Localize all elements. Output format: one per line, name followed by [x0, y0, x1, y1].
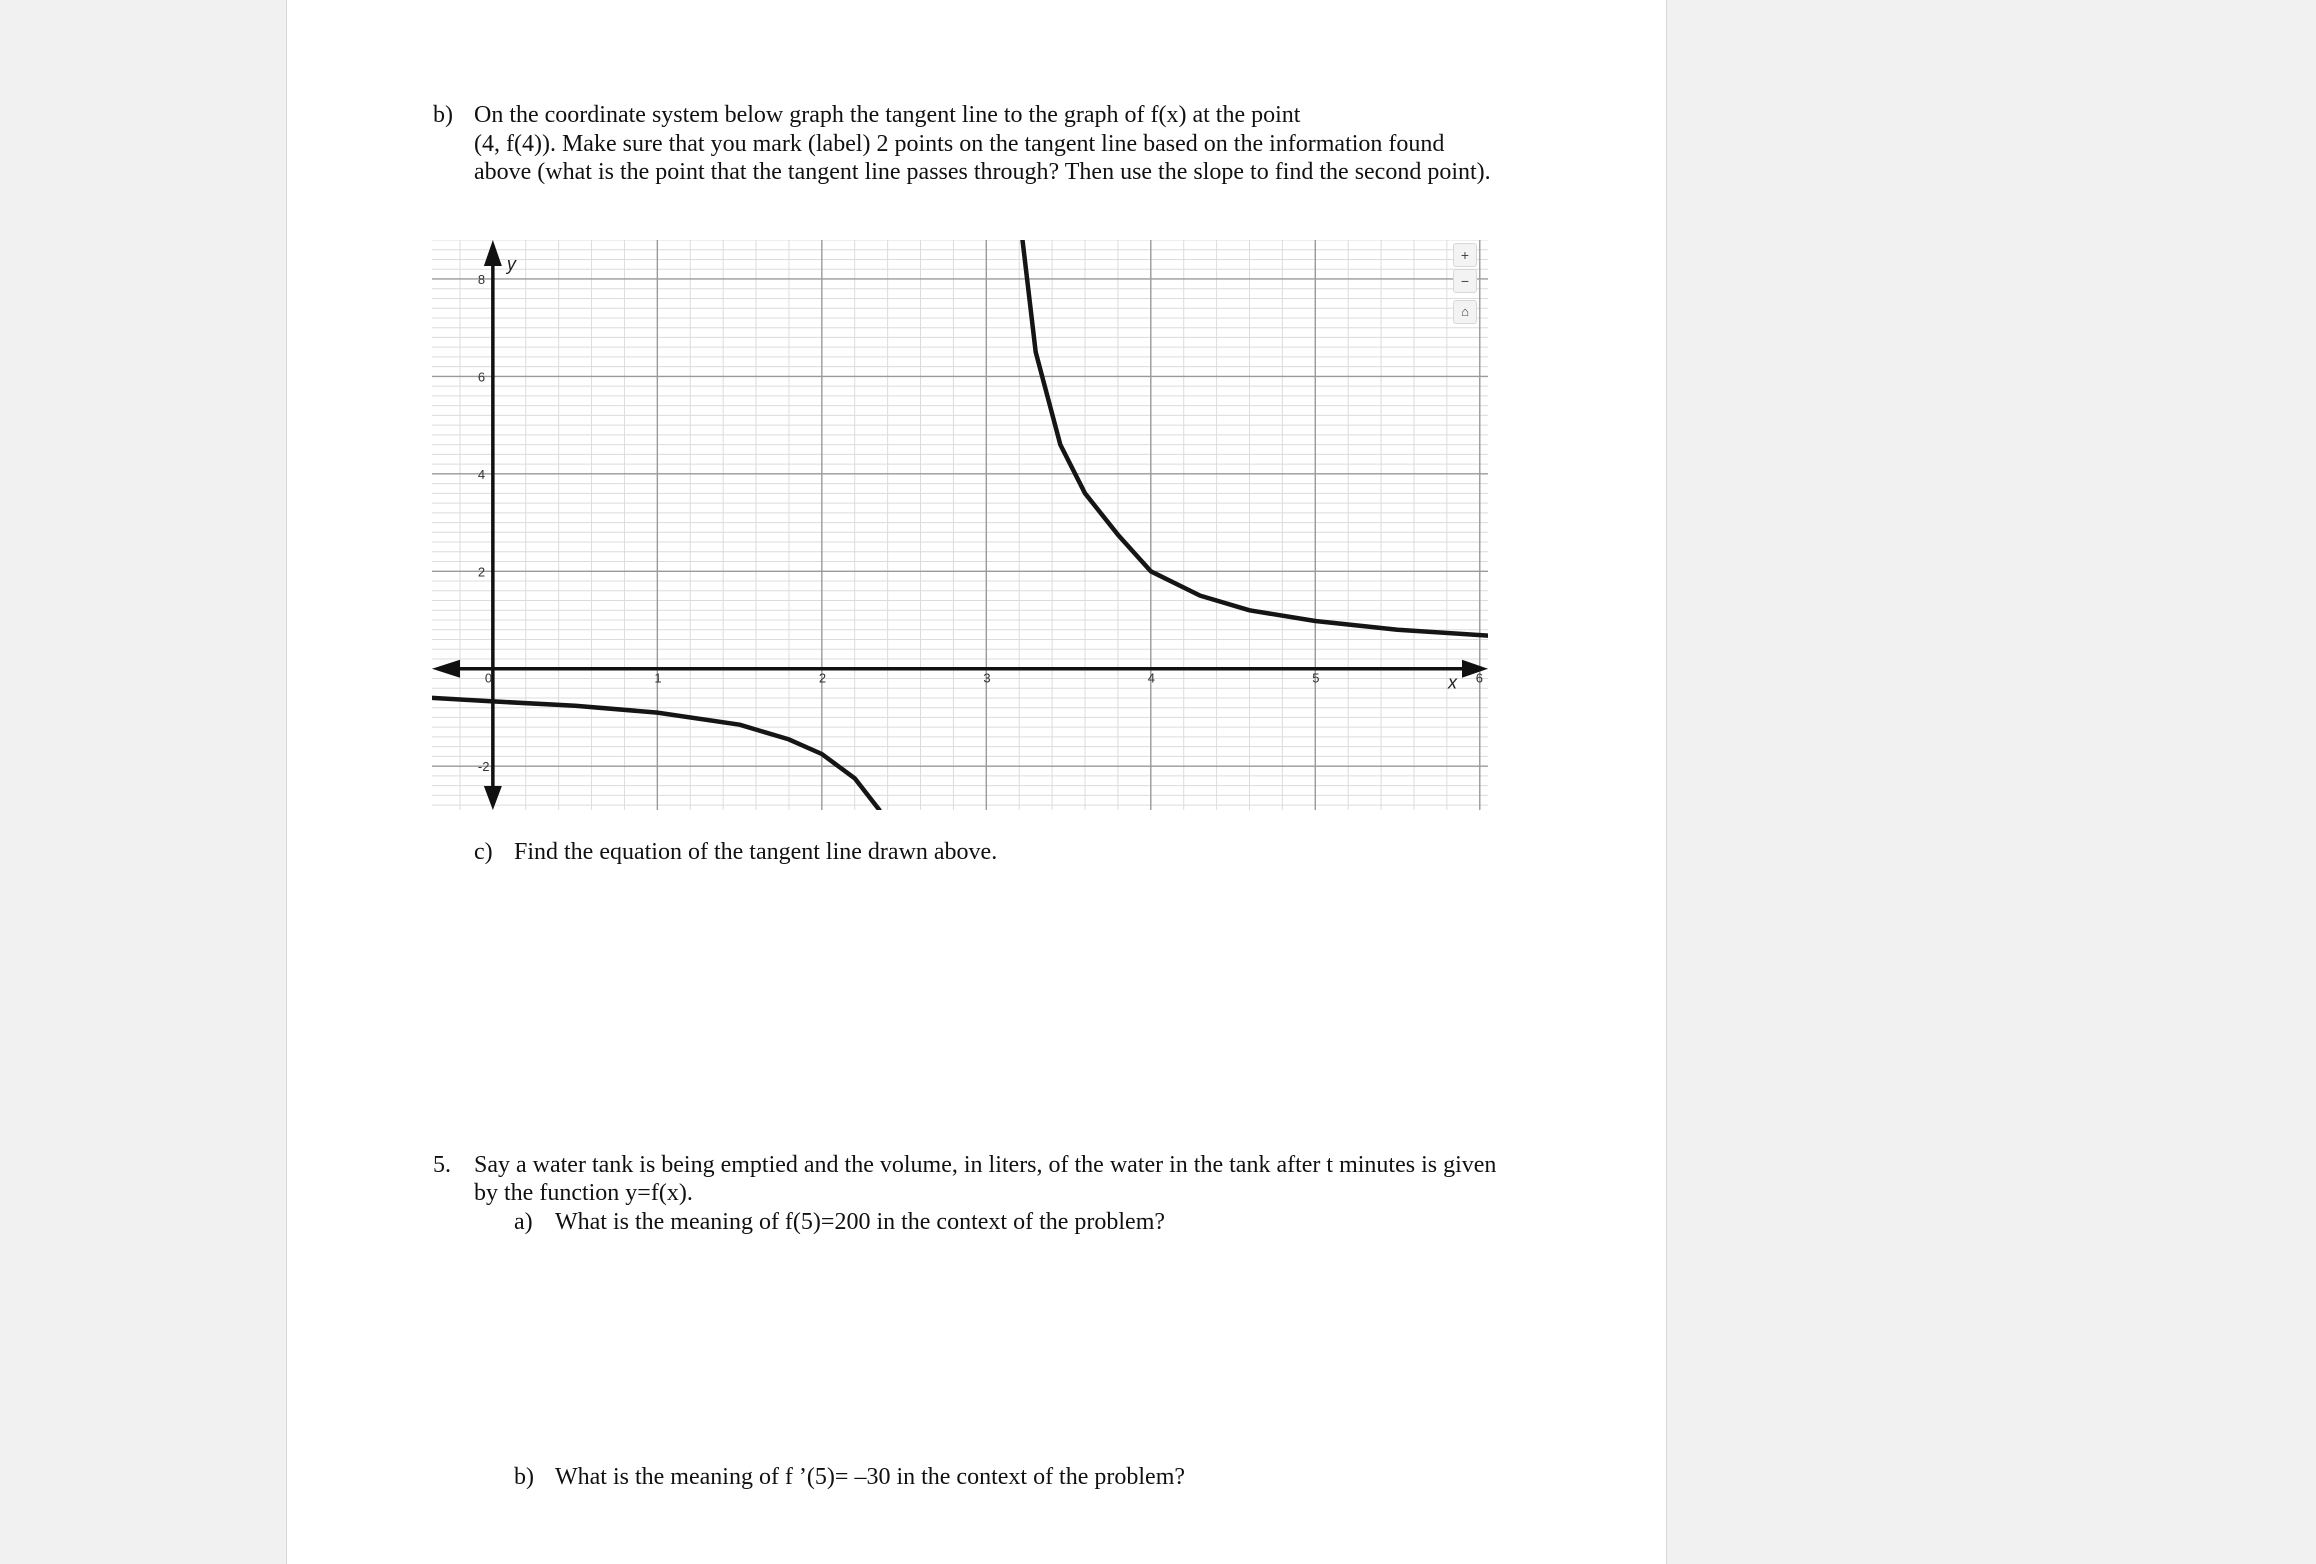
question-5b-label: b): [514, 1464, 534, 1490]
graph-svg[interactable]: [432, 240, 1488, 810]
question-5-line-1: Say a water tank is being emptied and the volume, in liters, of the water in the tank after t minutes is given: [474, 1152, 1497, 1178]
x-tick-label: 0: [484, 670, 493, 686]
y-tick-label: -2: [477, 759, 490, 775]
axes: [432, 240, 1488, 810]
part-b-label: b): [433, 102, 453, 128]
x-axis-label: x: [1448, 672, 1457, 693]
x-tick-label: 2: [818, 670, 827, 686]
part-c-text: Find the equation of the tangent line drawn above.: [514, 839, 998, 865]
y-tick-label: 6: [477, 369, 486, 385]
y-axis-label: y: [506, 254, 516, 274]
home-icon[interactable]: ⌂: [1453, 300, 1477, 324]
question-5a-text: What is the meaning of f(5)=200 in the context of the problem?: [555, 1209, 1166, 1235]
y-tick-label: 4: [477, 466, 486, 482]
part-b-line-2: (4, f(4)). Make sure that you mark (label) 2 points on the tangent line based on the information found: [474, 131, 1445, 157]
zoom-in-button[interactable]: +: [1453, 243, 1477, 267]
y-tick-label: 2: [477, 564, 486, 580]
x-tick-label: 1: [654, 670, 662, 686]
major-grid: [432, 240, 1488, 810]
question-5a-label: a): [514, 1209, 533, 1235]
minor-grid: [432, 240, 1488, 810]
part-b-line-3: above (what is the point that the tangent line passes through? Then use the slope to find the second point).: [474, 159, 1491, 185]
x-axis-arrow-left: [432, 660, 460, 678]
x-tick-label: 6: [1475, 670, 1484, 686]
curve-right-branch: [1023, 240, 1489, 636]
zoom-out-button[interactable]: −: [1453, 269, 1477, 293]
question-5-line-2: by the function y=f(x).: [474, 1180, 693, 1206]
coordinate-graph[interactable]: [432, 240, 1488, 815]
y-axis-arrow-down: [484, 786, 502, 810]
y-axis-arrow-up: [484, 240, 502, 266]
question-5-label: 5.: [433, 1152, 451, 1178]
tick-labels: [478, 254, 1483, 774]
function-curves: [432, 240, 1488, 810]
part-b-line-1: On the coordinate system below graph the tangent line to the graph of f(x) at the point: [474, 102, 1301, 128]
x-tick-label: 3: [983, 670, 991, 686]
y-tick-label: 8: [477, 271, 486, 287]
question-5b-text: What is the meaning of f ’(5)= –30 in the context of the problem?: [555, 1464, 1186, 1490]
part-c-label: c): [474, 839, 493, 865]
x-tick-label: 5: [1312, 670, 1320, 686]
x-tick-label: 4: [1147, 670, 1156, 686]
